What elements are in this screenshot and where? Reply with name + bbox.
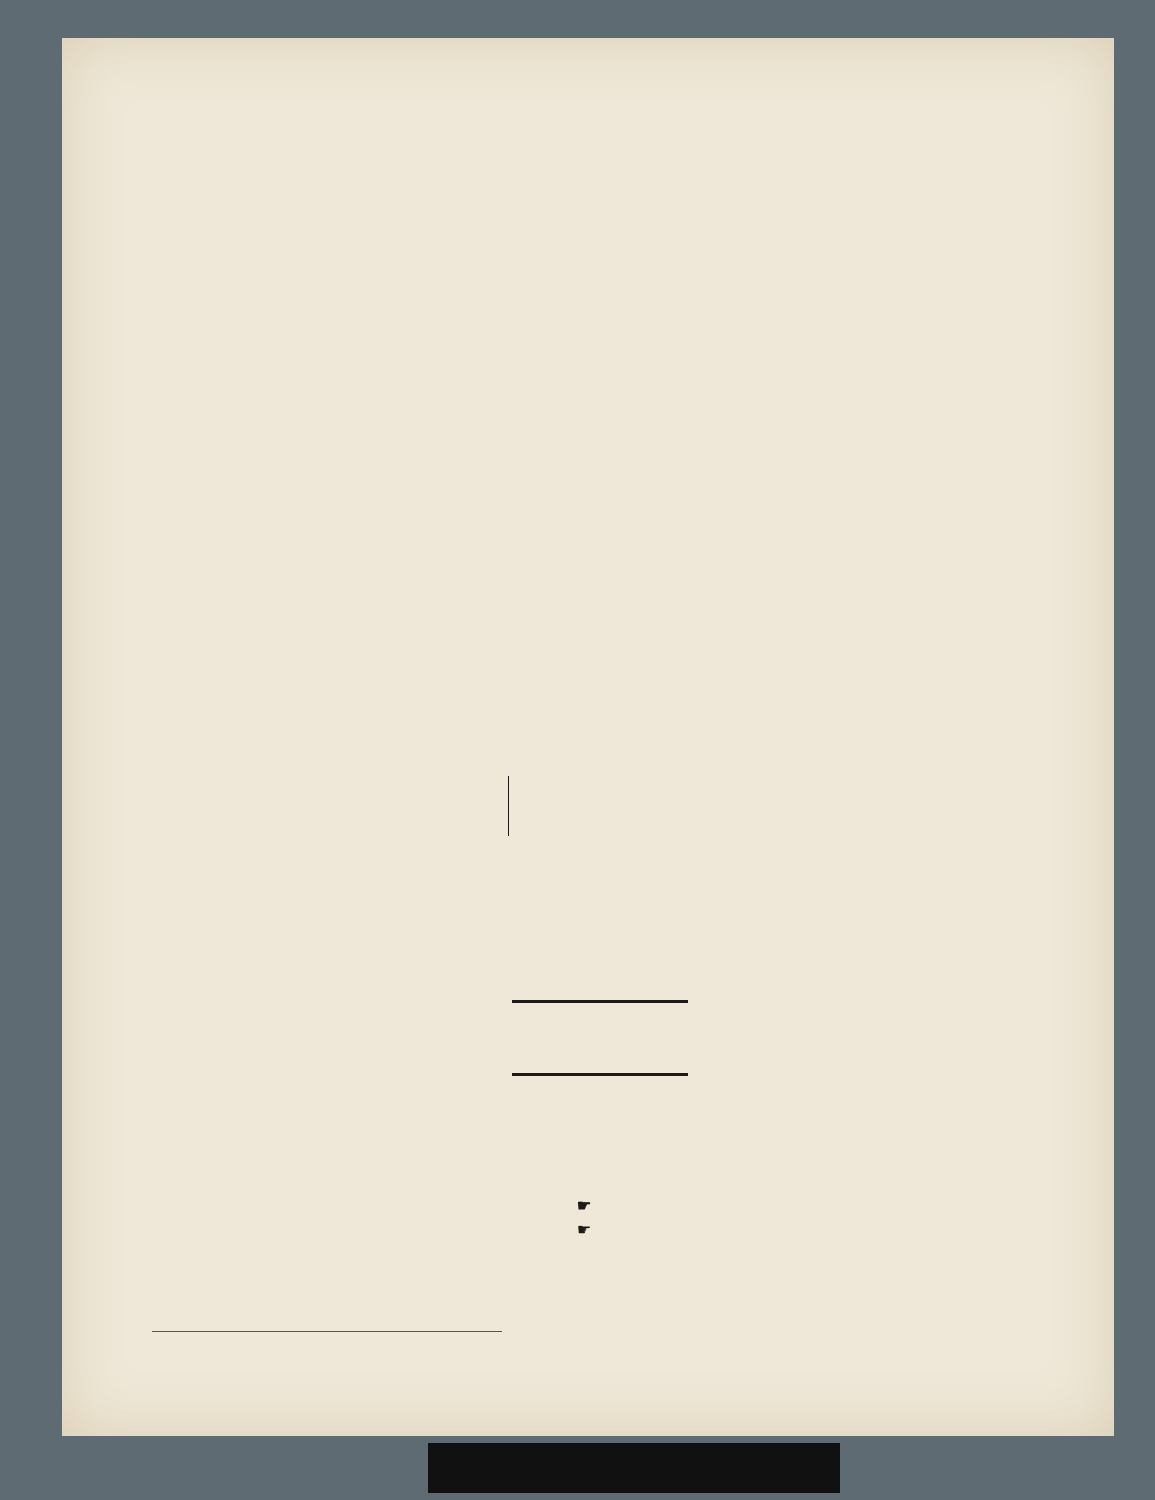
pointing-hand-icon: ☛ xyxy=(576,1198,592,1215)
divider-rule-top xyxy=(512,1000,688,1003)
program-sales-note xyxy=(62,1220,1114,1240)
ticket-sales-note xyxy=(62,1196,1114,1216)
printer-imprint xyxy=(152,1331,502,1335)
divider-rule-bottom xyxy=(512,1073,688,1076)
poster-sheet xyxy=(62,38,1114,1436)
guests-bracket xyxy=(504,776,509,836)
color-target-card xyxy=(428,1443,840,1493)
pointing-hand-icon: ☛ xyxy=(576,1222,592,1239)
